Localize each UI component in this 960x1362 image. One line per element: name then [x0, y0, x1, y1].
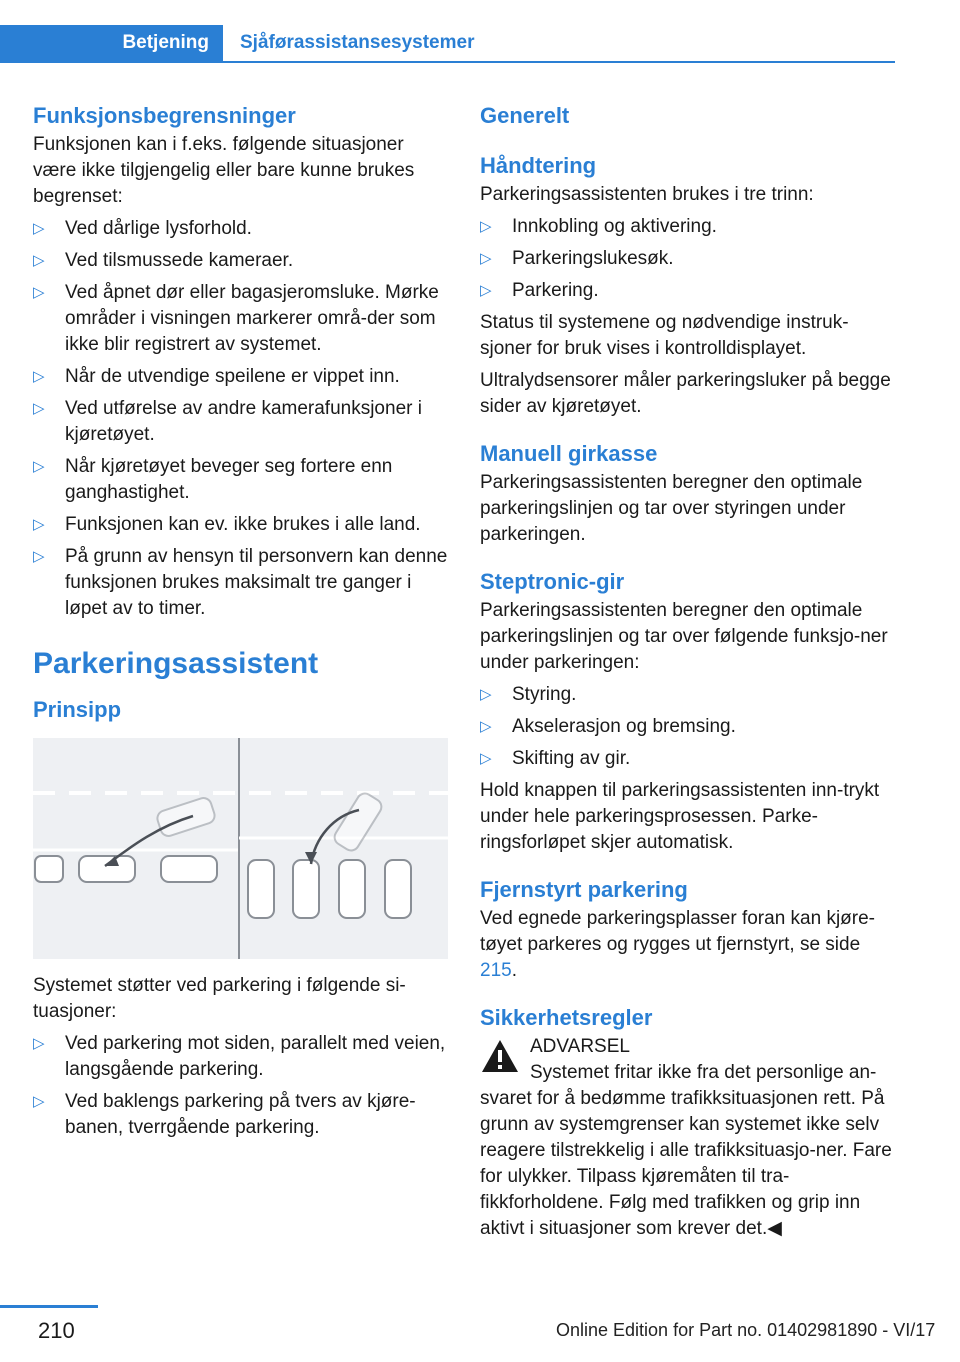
- steptronic-text: Parkeringsassistenten beregner den optimale parkeringslinjen og tar over følgende funksjo-ner under parkeringen:: [480, 600, 888, 673]
- support-intro-text: Systemet støtter ved parkering i følgende si-tuasjoner:: [33, 975, 406, 1022]
- ultralyd-text: Ultralydsensorer måler parkeringsluker på begge sider av kjøretøyet.: [480, 370, 891, 417]
- parkeringsassistent-heading: Parkeringsassistent: [33, 647, 319, 680]
- triangle-bullet-icon: ▷: [33, 400, 45, 417]
- tab-betjening[interactable]: Betjening: [0, 25, 223, 61]
- triangle-bullet-icon: ▷: [33, 284, 45, 301]
- list-item: ▷ Parkeringslukesøk.: [480, 246, 895, 272]
- handtering-list: [480, 214, 895, 304]
- list-item: ▷ Når de utvendige speilene er vippet inn.: [33, 364, 448, 390]
- fjernstyrt-heading: Fjernstyrt parkering: [480, 877, 688, 902]
- warning-first-line: Systemet fritar ikke fra det personlige an-: [530, 1062, 877, 1083]
- handtering-heading: Håndtering: [480, 153, 597, 178]
- list-item: ▷ Ved baklengs parkering på tvers av kjøre-banen, tverrgående parkering.: [33, 1091, 416, 1138]
- triangle-bullet-icon: ▷: [33, 252, 45, 269]
- list-item: ▷ Innkobling og aktivering.: [480, 214, 895, 240]
- edition-text: Online Edition for Part no. 01402981890 - VI/17: [556, 1320, 936, 1340]
- warning-triangle-icon: [480, 1038, 520, 1074]
- funk-intro-text: Funksjonen kan i f.eks. følgende situasjoner være ikke tilgjengelig eller bare kunne brukes begrenset:: [33, 134, 415, 207]
- fjernstyrt-text: Ved egnede parkeringsplasser foran kan kjøre-tøyet parkeres og rygges ut fjernstyrt, se side 215.: [480, 908, 876, 981]
- footer-divider: [0, 1305, 98, 1308]
- list-item: ▷ Ved parkering mot siden, parallelt med veien, langsgående parkering.: [33, 1033, 446, 1080]
- page-number: 210: [38, 1318, 75, 1343]
- parking-illustration: [33, 738, 448, 959]
- warning-label: ADVARSEL: [530, 1036, 630, 1057]
- right-column: [480, 100, 895, 1242]
- warning-block: [480, 1034, 895, 1086]
- page-215-link[interactable]: 215: [480, 960, 512, 981]
- list-item: ▷ Ved utførelse av andre kamerafunksjoner i kjøretøyet.: [33, 398, 422, 445]
- triangle-bullet-icon: ▷: [33, 458, 45, 475]
- triangle-bullet-icon: ▷: [33, 1035, 45, 1052]
- manuell-text: Parkeringsassistenten beregner den optimale parkeringslinjen og tar over styringen under parkeringen.: [480, 472, 863, 545]
- status-text: Status til systemene og nødvendige instruk-sjoner for bruk vises i kontrolldisplayet.: [480, 312, 849, 359]
- list-item: ▷ Funksjonen kan ev. ikke brukes i alle land.: [33, 512, 448, 538]
- list-item: ▷ Når kjøretøyet beveger seg fortere enn ganghastighet.: [33, 456, 393, 503]
- triangle-bullet-icon: ▷: [480, 282, 492, 299]
- header-tabbar: [0, 25, 895, 63]
- left-column: [33, 100, 448, 1141]
- tab-sjaforassistansesystemer[interactable]: Sjåførassistansesystemer: [240, 32, 475, 53]
- triangle-bullet-icon: ▷: [33, 220, 45, 237]
- hold-knappen-text: Hold knappen til parkeringsassistenten inn-trykt under hele parkeringsprosessen. Parke-ringsforløpet skjer automatisk.: [480, 780, 880, 853]
- manuell-girkasse-heading: Manuell girkasse: [480, 441, 658, 466]
- list-item: ▷ Ved åpnet dør eller bagasjeromsluke. Mørke områder i visningen markerer områ-der som ikke blir registrert av systemet.: [33, 282, 439, 355]
- triangle-bullet-icon: ▷: [33, 368, 45, 385]
- sikkerhetsregler-heading: Sikkerhetsregler: [480, 1005, 653, 1030]
- list-item: ▷ Akselerasjon og bremsing.: [480, 714, 895, 740]
- triangle-bullet-icon: ▷: [33, 548, 45, 565]
- prinsipp-heading: Prinsipp: [33, 697, 122, 722]
- triangle-bullet-icon: ▷: [33, 1093, 45, 1110]
- steptronic-heading: Steptronic-gir: [480, 569, 625, 594]
- triangle-bullet-icon: ▷: [480, 686, 492, 703]
- list-item: ▷ Ved dårlige lysforhold.: [33, 216, 448, 242]
- generelt-heading: Generelt: [480, 103, 570, 128]
- triangle-bullet-icon: ▷: [480, 218, 492, 235]
- list-item: ▷ På grunn av hensyn til personvern kan denne funksjonen brukes maksimalt tre ganger i løpet av to timer.: [33, 546, 448, 619]
- list-item: ▷ Ved tilsmussede kameraer.: [33, 248, 448, 274]
- triangle-bullet-icon: ▷: [480, 750, 492, 767]
- warning-text: svaret for å bedømme trafikksituasjonen rett. På grunn av systemgrenser kan systemet ikke selv reagere tilstrekkelig i alle trafikksituasjo-ner. Fare for ulykker. Tilpass kjøremåten til tra-fikkforholdene. Følg med trafikken og grip inn aktivt i situasjoner som krever det.◀: [480, 1088, 892, 1239]
- triangle-bullet-icon: ▷: [480, 718, 492, 735]
- funksjonsbegrensninger-heading: Funksjonsbegrensninger: [33, 103, 296, 128]
- triangle-bullet-icon: ▷: [33, 516, 45, 533]
- list-item: ▷ Parkering.: [480, 278, 895, 304]
- funk-list: [33, 216, 448, 622]
- list-item: ▷ Styring.: [480, 682, 895, 708]
- steptronic-list: [480, 682, 895, 772]
- support-list: [33, 1031, 448, 1141]
- list-item: ▷ Skifting av gir.: [480, 746, 895, 772]
- handtering-intro-text: Parkeringsassistenten brukes i tre trinn:: [480, 184, 814, 205]
- parking-diagram-image: [33, 738, 448, 959]
- triangle-bullet-icon: ▷: [480, 250, 492, 267]
